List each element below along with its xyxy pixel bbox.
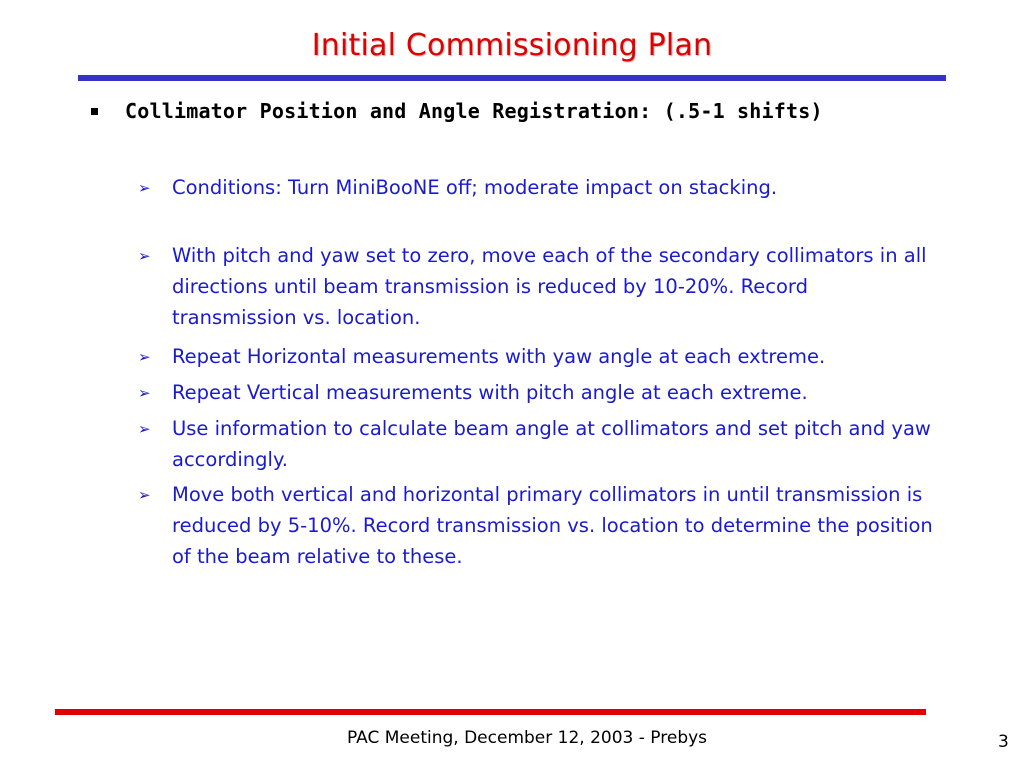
sub-bullet	[138, 240, 938, 333]
sub-bullet-text: Repeat Vertical measurements with pitch angle at each extreme.	[172, 381, 808, 404]
sub-bullet-text: Repeat Horizontal measurements with yaw angle at each extreme.	[172, 345, 826, 368]
sub-bullet	[138, 377, 938, 409]
page-number: 3	[998, 732, 1009, 752]
sub-bullet	[138, 341, 938, 373]
square-bullet-icon	[91, 108, 98, 115]
sub-bullet-text: Move both vertical and horizontal primary collimators in until transmission is reduced by 5-10%. Record transmission vs. location to determine the position of the beam relative to these.	[172, 483, 933, 568]
sub-bullet-text: Use information to calculate beam angle at collimators and set pitch and yaw accordingly.	[172, 417, 931, 471]
arrow-bullet-icon: ➢	[138, 179, 151, 197]
sub-bullet	[138, 413, 938, 475]
main-bullet-text: Collimator Position and Angle Registration: (.5-1 shifts)	[125, 99, 823, 123]
arrow-bullet-icon: ➢	[138, 486, 151, 504]
sub-bullet-list	[138, 172, 938, 572]
main-bullet	[91, 99, 971, 123]
arrow-bullet-icon: ➢	[138, 420, 151, 438]
sub-bullet-text: With pitch and yaw set to zero, move each of the secondary collimators in all directions until beam transmission is reduced by 10-20%. Record transmission vs. location.	[172, 244, 927, 329]
sub-bullet	[138, 479, 938, 572]
sub-bullet-text: Conditions: Turn MiniBooNE off; moderate impact on stacking.	[172, 176, 778, 199]
title-divider	[78, 75, 946, 81]
arrow-bullet-icon: ➢	[138, 247, 151, 265]
arrow-bullet-icon: ➢	[138, 348, 151, 366]
footer-divider	[55, 709, 926, 715]
slide-title: Initial Commissioning Plan	[311, 28, 713, 63]
arrow-bullet-icon: ➢	[138, 384, 151, 402]
slide-footer: PAC Meeting, December 12, 2003 - Prebys	[346, 728, 708, 748]
sub-bullet	[138, 172, 938, 204]
